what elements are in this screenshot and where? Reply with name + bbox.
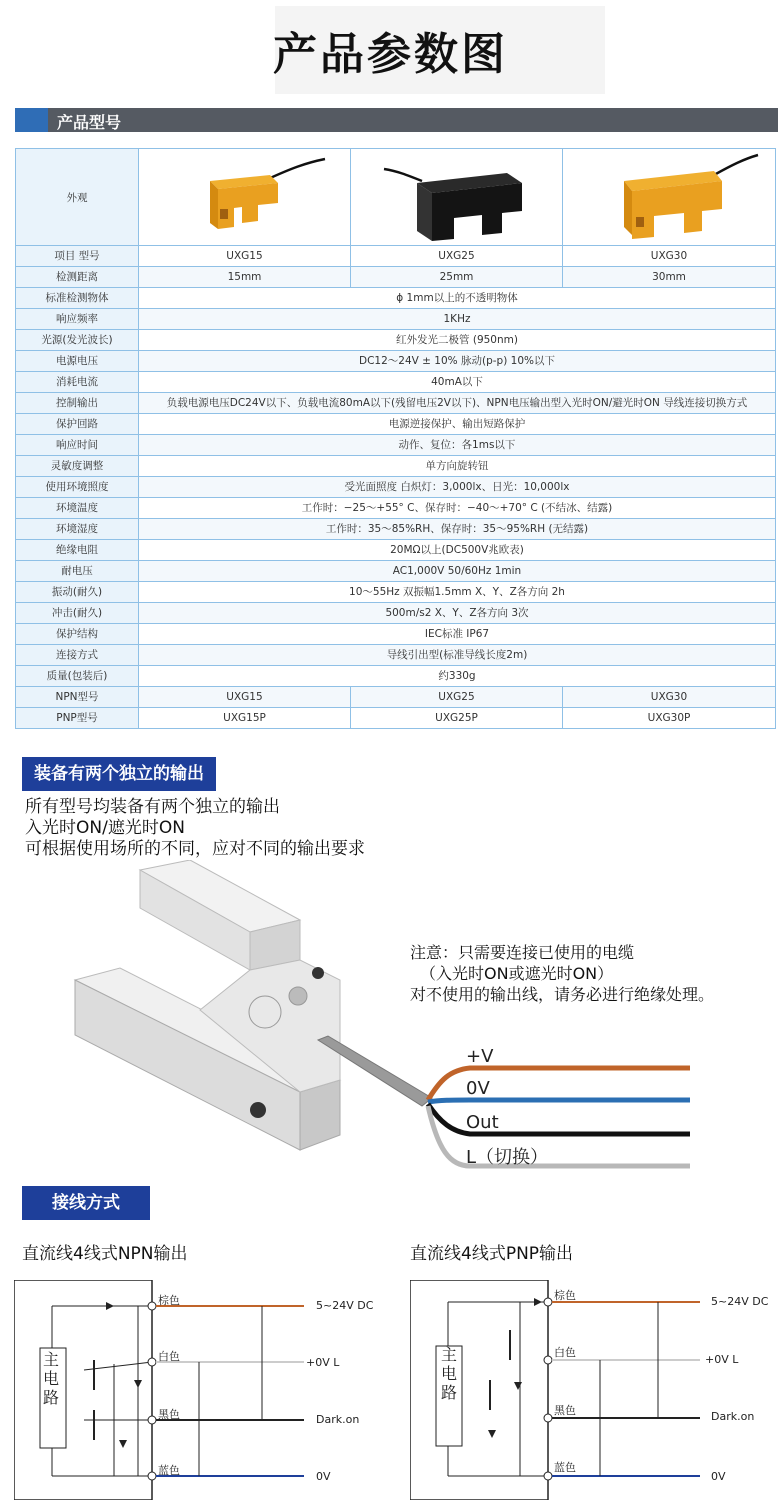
product-image-uxg30	[563, 149, 776, 246]
note-line: 注意：只需要连接已使用的电缆	[410, 943, 635, 962]
main-circuit-char: 路	[42, 1388, 59, 1407]
spec-value: 40mA以下	[139, 372, 776, 393]
pnp-wiring-diagram	[410, 1280, 781, 1500]
wire-label-0v: 0V	[466, 1078, 490, 1099]
npn-wire-white: 白色	[158, 1350, 180, 1363]
spec-label: 耐电压	[16, 561, 139, 582]
appearance-row	[16, 149, 776, 246]
pnp-wire-blue: 蓝色	[554, 1461, 576, 1474]
wire-label-out: Out	[466, 1112, 499, 1133]
pnp-terminal-dark: Dark.on	[711, 1410, 755, 1423]
section-accent	[15, 108, 48, 132]
spec-row	[16, 309, 776, 330]
wire-label-l-switch: L（切换）	[466, 1147, 549, 1168]
pnp-terminal-0v: 0V	[711, 1470, 726, 1483]
note-line: （入光时ON或遮光时ON）	[420, 964, 614, 983]
spec-label: 响应频率	[16, 309, 139, 330]
spec-label: 振动(耐久)	[16, 582, 139, 603]
spec-label: 质量(包装后)	[16, 666, 139, 687]
pnp-wire-white: 白色	[554, 1346, 576, 1359]
spec-row	[16, 288, 776, 309]
npn-wire-brown: 棕色	[158, 1294, 180, 1307]
main-circuit-char: 路	[440, 1383, 457, 1402]
spec-label: 保护回路	[16, 414, 139, 435]
spec-row	[16, 435, 776, 456]
spec-row	[16, 645, 776, 666]
pnp-terminal-l: +0V L	[705, 1353, 739, 1366]
wire-label-vplus: +V	[466, 1046, 494, 1067]
spec-label: 绝缘电阻	[16, 540, 139, 561]
spec-label: PNP型号	[16, 708, 139, 729]
spec-label: 灵敏度调整	[16, 456, 139, 477]
product-image-uxg25	[351, 149, 563, 246]
spec-value: 红外发光二极管 (950nm)	[139, 330, 776, 351]
spec-value: UXG15	[139, 687, 351, 708]
pnp-terminal-power: 5~24V DC	[711, 1295, 769, 1308]
appearance-label: 外观	[16, 149, 139, 246]
spec-row	[16, 414, 776, 435]
pnp-main-circuit	[436, 1345, 462, 1402]
spec-value: 负载电源电压DC24V以下、负载电流80mA以下(残留电压2V以下)、NPN电压输出型入光时ON/避光时ON 导线连接切换方式	[139, 393, 776, 414]
sensor-yellow-small-icon	[150, 151, 340, 241]
npn-wire-blue: 蓝色	[158, 1464, 180, 1477]
npn-terminal-l: +0V L	[306, 1356, 340, 1369]
spec-value: UXG15	[139, 246, 351, 267]
spec-label: 保护结构	[16, 624, 139, 645]
outputs-line: 可根据使用场所的不同，应对不同的输出要求	[25, 839, 365, 859]
spec-value: 受光面照度 白炽灯：3,000lx、日光：10,000lx	[139, 477, 776, 498]
spec-value: 20MΩ以上(DC500V兆欧表)	[139, 540, 776, 561]
spec-value: 1KHz	[139, 309, 776, 330]
spec-value: 单方向旋转钮	[139, 456, 776, 477]
spec-label: 电源电压	[16, 351, 139, 372]
section-title: 产品型号	[57, 113, 122, 132]
spec-label: 控制输出	[16, 393, 139, 414]
npn-main-circuit	[38, 1350, 64, 1407]
main-circuit-char: 电	[440, 1364, 457, 1383]
spec-value: UXG15P	[139, 708, 351, 729]
product-image-uxg15	[139, 149, 351, 246]
spec-value: UXG30	[563, 246, 776, 267]
outputs-section-label: 装备有两个独立的输出	[22, 757, 216, 791]
spec-label: 环境温度	[16, 498, 139, 519]
spec-label: 连接方式	[16, 645, 139, 666]
main-circuit-char: 主	[440, 1345, 457, 1364]
pnp-wire-black: 黑色	[554, 1404, 576, 1417]
spec-value: ϕ 1mm以上的不透明物体	[139, 288, 776, 309]
spec-row	[16, 603, 776, 624]
spec-label: 标准检测物体	[16, 288, 139, 309]
spec-row	[16, 519, 776, 540]
spec-value: AC1,000V 50/60Hz 1min	[139, 561, 776, 582]
spec-label: 响应时间	[16, 435, 139, 456]
spec-row	[16, 582, 776, 603]
spec-row	[16, 561, 776, 582]
spec-value: UXG30	[563, 687, 776, 708]
section-header-model	[15, 108, 778, 132]
spec-table	[15, 148, 776, 729]
npn-wire-black: 黑色	[158, 1408, 180, 1421]
spec-value: 10～55Hz 双振幅1.5mm X、Y、Z各方向 2h	[139, 582, 776, 603]
outputs-line: 所有型号均装备有两个独立的输出	[25, 797, 280, 817]
npn-wiring-diagram	[14, 1280, 386, 1500]
spec-row	[16, 393, 776, 414]
spec-label: 检测距离	[16, 267, 139, 288]
spec-value: UXG25	[351, 687, 563, 708]
spec-value: UXG25P	[351, 708, 563, 729]
spec-row	[16, 351, 776, 372]
spec-value: 30mm	[563, 267, 776, 288]
spec-value: UXG25	[351, 246, 563, 267]
npn-terminal-0v: 0V	[316, 1470, 331, 1483]
spec-row	[16, 246, 776, 267]
pnp-wire-brown: 棕色	[554, 1289, 576, 1302]
npn-terminal-dark: Dark.on	[316, 1413, 360, 1426]
spec-value: 15mm	[139, 267, 351, 288]
sensor-black-icon	[362, 151, 552, 241]
note-line: 对不使用的输出线，请务必进行绝缘处理。	[410, 985, 715, 1004]
spec-row	[16, 687, 776, 708]
spec-row	[16, 666, 776, 687]
npn-terminal-power: 5~24V DC	[316, 1299, 374, 1312]
wiring-note	[410, 942, 714, 1005]
spec-value: 500m/s2 X、Y、Z各方向 3次	[139, 603, 776, 624]
main-circuit-char: 电	[42, 1369, 59, 1388]
spec-label: 使用环境照度	[16, 477, 139, 498]
pnp-title: 直流线4线式PNP输出	[410, 1244, 574, 1264]
spec-label: 环境湿度	[16, 519, 139, 540]
spec-label: 光源(发光波长)	[16, 330, 139, 351]
spec-label: 项目 型号	[16, 246, 139, 267]
spec-value: 25mm	[351, 267, 563, 288]
spec-row	[16, 456, 776, 477]
spec-value: DC12～24V ± 10% 脉动(p-p) 10%以下	[139, 351, 776, 372]
outputs-line: 入光时ON/遮光时ON	[25, 818, 185, 838]
spec-row	[16, 540, 776, 561]
spec-row	[16, 330, 776, 351]
spec-value: 动作、复位：各1ms以下	[139, 435, 776, 456]
spec-label: 冲击(耐久)	[16, 603, 139, 624]
sensor-wiring-illustration	[0, 860, 781, 1180]
npn-title: 直流线4线式NPN输出	[22, 1244, 188, 1264]
spec-value: 约330g	[139, 666, 776, 687]
page-title: 产品参数图	[273, 29, 508, 80]
spec-row	[16, 498, 776, 519]
sensor-yellow-large-icon	[574, 151, 764, 241]
spec-row	[16, 267, 776, 288]
spec-value: IEC标准 IP67	[139, 624, 776, 645]
spec-row	[16, 708, 776, 729]
spec-value: 工作时：35～85%RH、保存时：35～95%RH (无结露)	[139, 519, 776, 540]
main-circuit-char: 主	[42, 1350, 59, 1369]
spec-value: UXG30P	[563, 708, 776, 729]
outputs-description	[25, 797, 365, 860]
spec-value: 电源逆接保护、输出短路保护	[139, 414, 776, 435]
spec-row	[16, 372, 776, 393]
spec-row	[16, 624, 776, 645]
wiring-section-label: 接线方式	[22, 1186, 150, 1220]
spec-row	[16, 477, 776, 498]
spec-value: 工作时：−25～+55° C、保存时：−40～+70° C (不结冰、结露)	[139, 498, 776, 519]
spec-label: 消耗电流	[16, 372, 139, 393]
spec-label: NPN型号	[16, 687, 139, 708]
spec-value: 导线引出型(标准导线长度2m)	[139, 645, 776, 666]
